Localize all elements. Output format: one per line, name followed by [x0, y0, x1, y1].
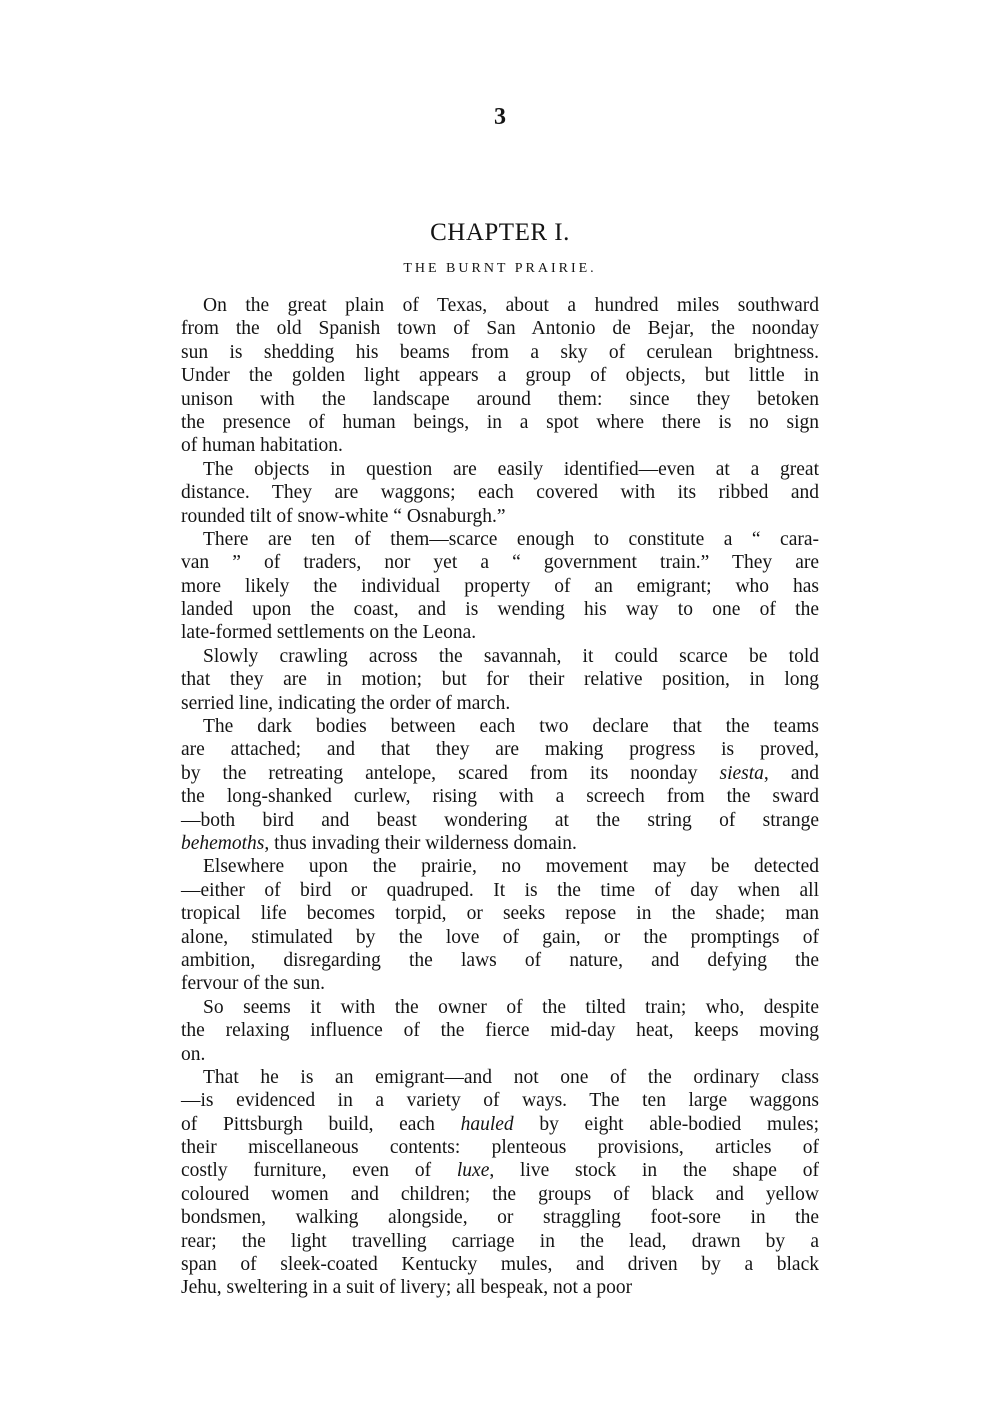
text-line: Slowly crawling across the savannah, it could scarce be told: [203, 645, 819, 667]
text-line: On the great plain of Texas, about a hundred miles southward: [203, 295, 819, 316]
chapter-title: CHAPTER I.: [430, 219, 570, 246]
text-line: more likely the individual property of an emigrant; who has: [181, 575, 819, 597]
paragraph: [181, 715, 819, 855]
text-line: Elsewhere upon the prairie, no movement may be detected: [203, 856, 819, 878]
text-line: distance. They are waggons; each covered with its ribbed and: [181, 482, 819, 504]
text-line: of Pittsburgh build, each hauled by eight able-bodied mules;: [181, 1113, 819, 1135]
paragraph: [181, 996, 819, 1066]
text-line: by the retreating antelope, scared from its noonday siesta, and: [181, 762, 819, 784]
paragraph: [181, 1066, 819, 1300]
paragraph: [181, 294, 819, 458]
text-line: from the old Spanish town of San Antonio de Bejar, the noonday: [181, 318, 819, 340]
text-line: bondsmen, walking alongside, or straggling foot-sore in the: [181, 1207, 819, 1229]
text-line: the presence of human beings, in a spot where there is no sign: [181, 411, 819, 433]
text-line: Jehu, sweltering in a suit of livery; all bespeak, not a poor: [181, 1277, 633, 1299]
text-line: their miscellaneous contents: plenteous provisions, articles of: [181, 1137, 819, 1159]
chapter-subtitle: THE BURNT PRAIRIE.: [403, 261, 597, 276]
text-line: serried line, indicating the order of march.: [181, 692, 511, 714]
text-line: behemoths, thus invading their wilderness domain.: [181, 832, 577, 854]
text-line: —either of bird or quadruped. It is the time of day when all: [181, 879, 819, 901]
text-line: rounded tilt of snow-white “ Osnaburgh.”: [181, 505, 506, 527]
paragraph: [181, 645, 819, 715]
text-line: ambition, disregarding the laws of nature, and defying the: [181, 949, 819, 971]
text-line: That he is an emigrant—and not one of the ordinary class: [203, 1066, 819, 1088]
text-line: Under the golden light appears a group of objects, but little in: [181, 365, 819, 387]
text-line: of human habitation.: [181, 435, 343, 457]
text-line: the long-shanked curlew, rising with a screech from the sward: [181, 786, 819, 808]
text-line: There are ten of them—scarce enough to constitute a “ cara-: [203, 528, 819, 550]
text-line: rear; the light travelling carriage in the lead, drawn by a: [181, 1230, 819, 1252]
text-line: So seems it with the owner of the tilted train; who, despite: [203, 996, 819, 1018]
page-number: 3: [494, 104, 506, 130]
text-line: costly furniture, even of luxe, live stock in the shape of: [181, 1160, 819, 1182]
text-line: are attached; and that they are making progress is proved,: [181, 739, 819, 761]
text-line: fervour of the sun.: [181, 973, 326, 995]
text-line: sun is shedding his beams from a sky of cerulean brightness.: [181, 341, 819, 363]
paragraph: [181, 458, 819, 528]
text-line: van ” of traders, nor yet a “ government train.” They are: [181, 552, 819, 574]
text-line: tropical life becomes torpid, or seeks repose in the shade; man: [181, 903, 819, 925]
chapter-body-text: [181, 294, 819, 1300]
text-line: the relaxing influence of the fierce mid-day heat, keeps moving: [181, 1020, 819, 1042]
text-line: coloured women and children; the groups of black and yellow: [181, 1183, 819, 1205]
text-line: —both bird and beast wondering at the string of strange: [181, 809, 819, 831]
paragraph: [181, 528, 819, 645]
text-line: that they are in motion; but for their relative position, in long: [181, 669, 819, 691]
paragraph: [181, 855, 819, 995]
text-line: span of sleek-coated Kentucky mules, and driven by a black: [181, 1254, 819, 1276]
text-line: The dark bodies between each two declare that the teams: [203, 716, 819, 738]
text-line: alone, stimulated by the love of gain, or the promptings of: [181, 926, 819, 948]
text-line: unison with the landscape around them: since they betoken: [181, 388, 819, 410]
text-line: on.: [181, 1043, 206, 1065]
text-line: landed upon the coast, and is wending his way to one of the: [181, 599, 819, 621]
text-line: —is evidenced in a variety of ways. The ten large waggons: [181, 1090, 819, 1112]
text-line: late-formed settlements on the Leona.: [181, 622, 477, 644]
text-line: The objects in question are easily identified—even at a great: [203, 458, 819, 480]
